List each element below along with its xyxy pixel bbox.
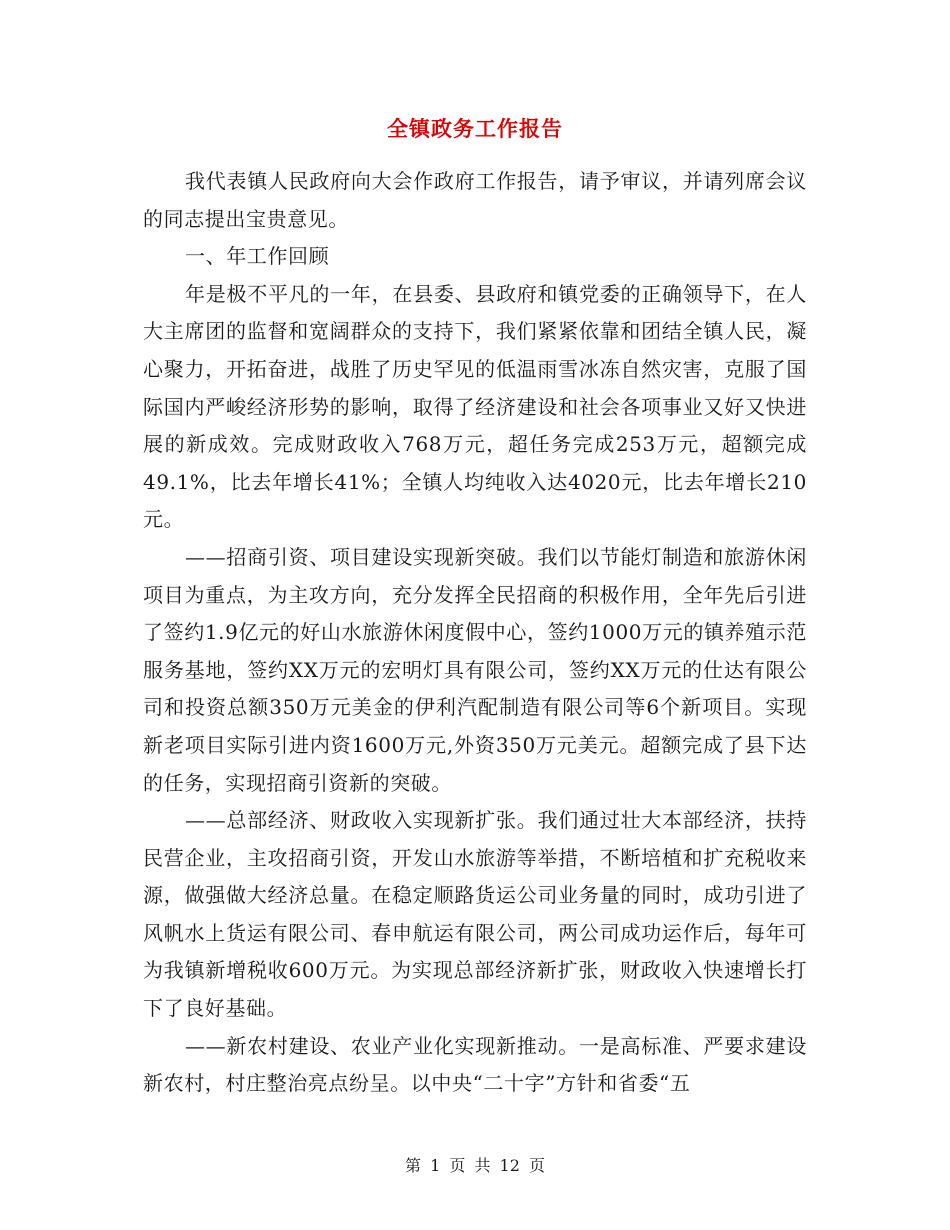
document-body (143, 163, 807, 1103)
page-footer: 第 1 页 共 12 页 (405, 1156, 545, 1175)
paragraph-rural: ——新农村建设、农业产业化实现新推动。一是高标准、严要求建设新农村，村庄整治亮点纷呈。以中央“二十字”方针和省委“五 (143, 1033, 807, 1096)
paragraph-review: 年是极不平凡的一年，在县委、县政府和镇党委的正确领导下，在人大主席团的监督和宽阔群众的支持下，我们紧紧依靠和团结全镇人民，凝心聚力，开拓奋进，战胜了历史罕见的低温雨雪冰冻自然灾害，克服了国际国内严峻经济形势的影响，取得了经济建设和社会各项事业又好又快进展的新成效。完成财政收入768万元，超任务完成253万元，超额完成49.1%，比去年增长41%；全镇人均纯收入达4020元，比去年增长210元。 (143, 281, 807, 532)
paragraph-intro: 我代表镇人民政府向大会作政府工作报告，请予审议，并请列席会议的同志提出宝贵意见。 (143, 169, 807, 231)
section-heading: 一、年工作回顾 (185, 244, 330, 269)
paragraph-finance: ——总部经济、财政收入实现新扩张。我们通过壮大本部经济，扶持民营企业，主攻招商引资，开发山水旅游等举措，不断培植和扩充税收来源，做强做大经济总量。在稳定顺路货运公司业务量的同时，成功引进了风帆水上货运有限公司、春申航运有限公司，两公司成功运作后，每年可为我镇新增税收600万元。为实现总部经济新扩张，财政收入快速增长打下了良好基础。 (143, 808, 807, 1021)
paragraph-investment: ——招商引资、项目建设实现新突破。我们以节能灯制造和旅游休闲项目为重点，为主攻方向，充分发挥全民招商的积极作用，全年先后引进了签约1.9亿元的好山水旅游休闲度假中心，签约1000万元的镇养殖示范服务基地，签约XX万元的宏明灯具有限公司，签约XX万元的仕达有限公司和投资总额350万元美金的伊利汽配制造有限公司等6个新项目。实现新老项目实际引进内资1600万元,外资350万元美元。超额完成了县下达的任务，实现招商引资新的突破。 (143, 544, 807, 795)
document-title: 全镇政务工作报告 (387, 116, 563, 141)
